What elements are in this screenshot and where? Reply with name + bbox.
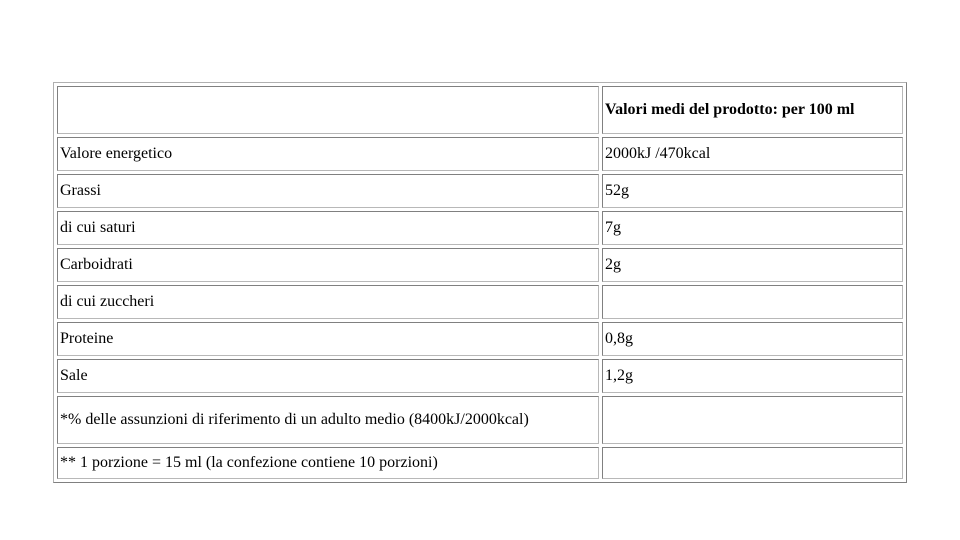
row-value: 1,2g: [602, 359, 903, 393]
header-label-cell: [57, 86, 599, 134]
row-label: Grassi: [57, 174, 599, 208]
row-label: ** 1 porzione = 15 ml (la confezione contiene 10 porzioni): [57, 447, 599, 479]
row-label: *% delle assunzioni di riferimento di un adulto medio (8400kJ/2000kcal): [57, 396, 599, 444]
row-label: Sale: [57, 359, 599, 393]
row-value: [602, 285, 903, 319]
table-row: [57, 396, 903, 444]
row-label: Proteine: [57, 322, 599, 356]
table-row: [57, 322, 903, 356]
row-label: di cui zuccheri: [57, 285, 599, 319]
table-row: [57, 359, 903, 393]
row-label: Valore energetico: [57, 137, 599, 171]
row-value: 0,8g: [602, 322, 903, 356]
table-header-row: [57, 86, 903, 134]
table-row: [57, 285, 903, 319]
table-row: [57, 447, 903, 479]
row-label: di cui saturi: [57, 211, 599, 245]
header-value-cell: Valori medi del prodotto: per 100 ml: [602, 86, 903, 134]
row-value: 2g: [602, 248, 903, 282]
nutrition-table: [53, 82, 907, 483]
row-value: 52g: [602, 174, 903, 208]
row-value: [602, 447, 903, 479]
row-value: [602, 396, 903, 444]
row-value: 7g: [602, 211, 903, 245]
row-value: 2000kJ /470kcal: [602, 137, 903, 171]
row-label: Carboidrati: [57, 248, 599, 282]
table-row: [57, 211, 903, 245]
table-row: [57, 174, 903, 208]
table-row: [57, 248, 903, 282]
table-row: [57, 137, 903, 171]
